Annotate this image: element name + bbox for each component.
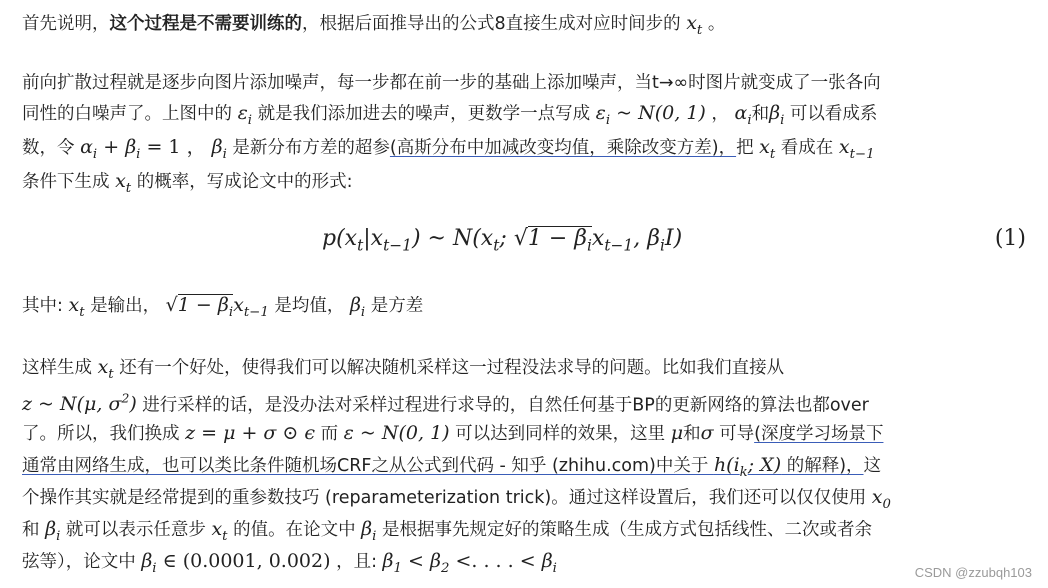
intro-text-2: ，根据后面推导出的公式8直接生成对应时间步的 xyxy=(302,14,687,34)
para4-line6: 和 $\beta_i$ 就可以表示任意步 $x_t$ 的值。在论文中 $\beta_i$ 是根据事先规定好的策略生成（生成方式包括线性、二次或者余 xyxy=(22,518,872,544)
intro-bold: 这个过程是不需要训练的 xyxy=(109,14,302,34)
intro-line: 首先说明，这个过程是不需要训练的，根据后面推导出的公式8直接生成对应时间步的 $x_t$ 。 xyxy=(22,12,726,38)
para2-line1: 前向扩散过程就是逐步向图片添加噪声，每一步都在前一步的基础上添加噪声，当t→∞时图片就变成了一张各向 xyxy=(22,73,881,93)
deep-learning-note-link[interactable]: (深度学习场景下 xyxy=(754,424,884,444)
para4-line4: 通常由网络生成，也可以类比条件随机场CRF之从公式到代码 - 知乎 (zhihu.com)中关于 $h(i_k$; X) 的解释)，这 xyxy=(22,454,882,480)
intro-text: 首先说明， xyxy=(22,14,110,34)
para4-line2: z ~ N(μ, $\sigma^2$) 进行采样的话，是没办法对采样过程进行求导的，自然任何基于BP的更新网络的算法也都over xyxy=(22,392,869,416)
para2-line4: 条件下生成 $x_t$ 的概率，写成论文中的形式: xyxy=(22,170,353,196)
csdn-watermark: CSDN @zzubqh103 xyxy=(914,565,1032,580)
gaussian-note-link[interactable]: (高斯分布中加减改变均值，乘除改变方差)， xyxy=(389,138,737,158)
equation-1 xyxy=(22,226,1026,258)
para3-line: 其中: $x_t$ 是输出， $√1 - \beta_ix_{t-1}$ 是均值， $\beta_i$ 是方差 xyxy=(22,294,424,320)
math-xt: $x_t$ xyxy=(686,12,703,38)
para4-line7: 弦等），论文中 $\beta_i$ ∈ (0.0001, 0.002) ，且: $\beta_1 < \beta_2$ <. . . . < $\beta_i$ xyxy=(22,550,557,576)
para4-line1: 这样生成 $x_t$ 还有一个好处，使得我们可以解决随机采样这一过程没法求导的问题。比如我们直接从 xyxy=(22,356,785,382)
math-eps-i: $\varepsilon_i$ xyxy=(237,102,253,128)
equation-number: (1) xyxy=(994,226,1026,251)
para4-line3: 了。所以，我们换成 z = μ + σ ⊙ ϵ 而 ε ~ N(0, 1) 可以达到同样的效果，这里 μ和σ 可导(深度学习场景下 xyxy=(22,422,884,444)
crf-article-link[interactable]: 通常由网络生成，也可以类比条件随机场CRF之从公式到代码 - 知乎 (zhihu.com)中关于 $h(i_k$; X) 的解释)， xyxy=(22,454,864,480)
para4-line5: 个操作其实就是经常提到的重参数技巧 (reparameterization trick)。通过这样设置后，我们还可以仅仅使用 $x_0$ xyxy=(22,486,891,512)
para2-line3: 数，令 $\alpha_i + \beta_i = 1$ ， $\beta_i$ 是新分布方差的超参(高斯分布中加减改变均值，乘除改变方差)，把 $x_t$ 看成在 $x_{t-1}$ xyxy=(22,136,875,162)
para2-line2: 同性的白噪声了。上图中的 $\varepsilon_i$ 就是我们添加进去的噪声，更数学一点写成 $\varepsilon_i$ ~ N(0, 1) ， $\alpha_i$和$\beta_i$ 可以看成系 xyxy=(22,102,878,128)
equation-body: $p(x_t|x_{t-1})$ ~ $N(x_t$; $√1 - \beta_ix_{t-1}$, $\beta_iI$) xyxy=(322,226,683,255)
